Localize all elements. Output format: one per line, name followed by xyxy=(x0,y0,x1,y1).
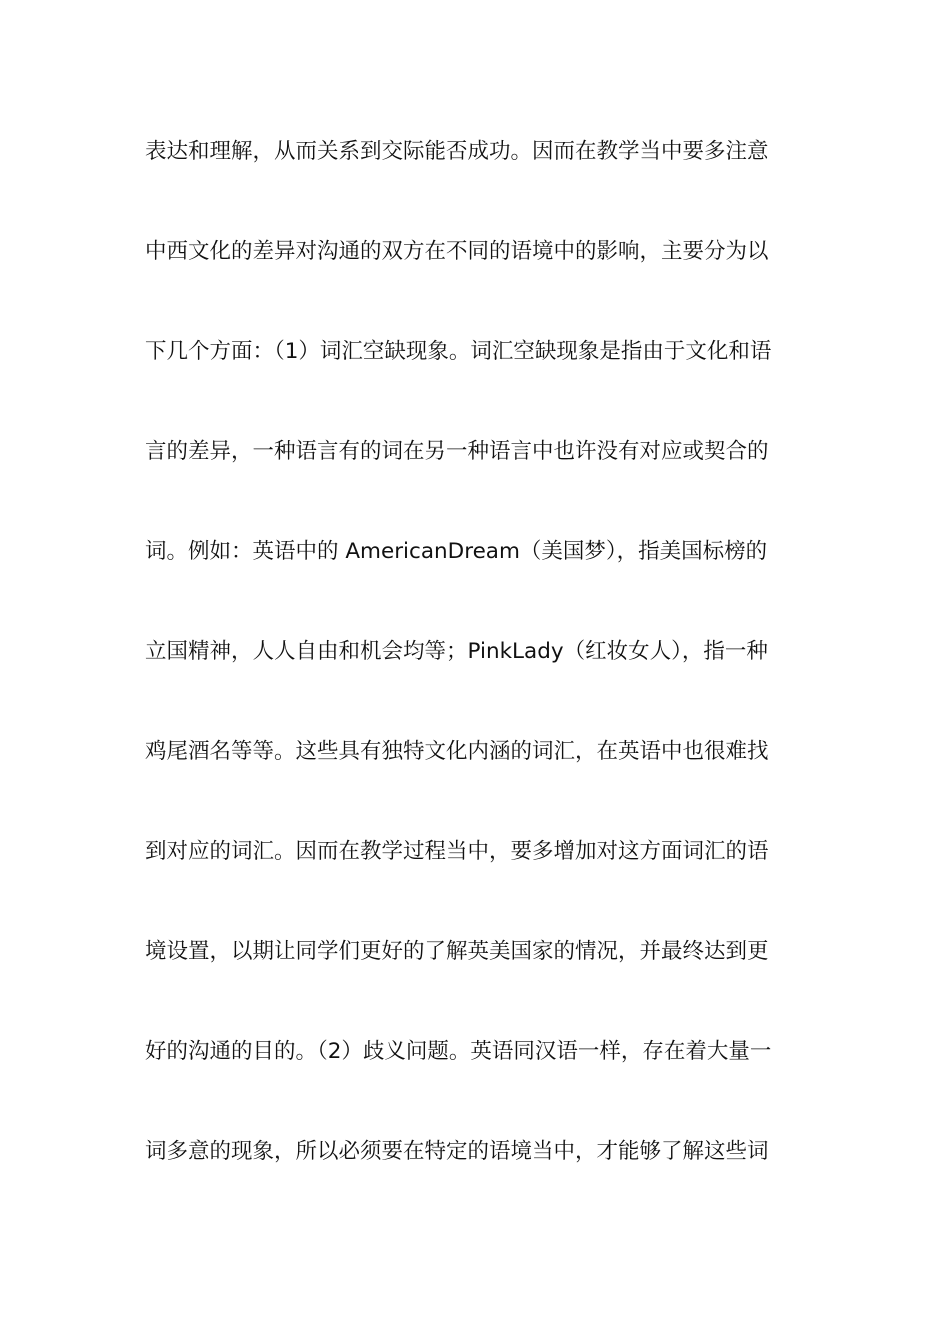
text-line-4: 言的差异，一种语言有的词在另一种语言中也许没有对应或契合的 xyxy=(145,439,769,464)
text-line-10: 好的沟通的目的。（2）歧义问题。英语同汉语一样，存在着大量一 xyxy=(145,1039,772,1064)
text-line-7: 鸡尾酒名等等。这些具有独特文化内涵的词汇，在英语中也很难找 xyxy=(145,739,769,764)
body-paragraph xyxy=(145,131,810,1231)
text-line-8: 到对应的词汇。因而在教学过程当中，要多增加对这方面词汇的语 xyxy=(145,839,769,864)
text-line-9: 境设置，以期让同学们更好的了解英美国家的情况，并最终达到更 xyxy=(145,939,769,964)
text-line-5: 词。例如：英语中的 AmericanDream（美国梦），指美国标榜的 xyxy=(145,539,768,564)
text-line-3: 下几个方面：（1）词汇空缺现象。词汇空缺现象是指由于文化和语 xyxy=(145,339,772,364)
text-line-1: 表达和理解，从而关系到交际能否成功。因而在教学当中要多注意 xyxy=(145,139,769,164)
text-line-6: 立国精神，人人自由和机会均等；PinkLady（红妆女人），指一种 xyxy=(145,639,768,664)
text-line-2: 中西文化的差异对沟通的双方在不同的语境中的影响，主要分为以 xyxy=(145,239,769,264)
text-line-11: 词多意的现象，所以必须要在特定的语境当中，才能够了解这些词 xyxy=(145,1139,769,1164)
